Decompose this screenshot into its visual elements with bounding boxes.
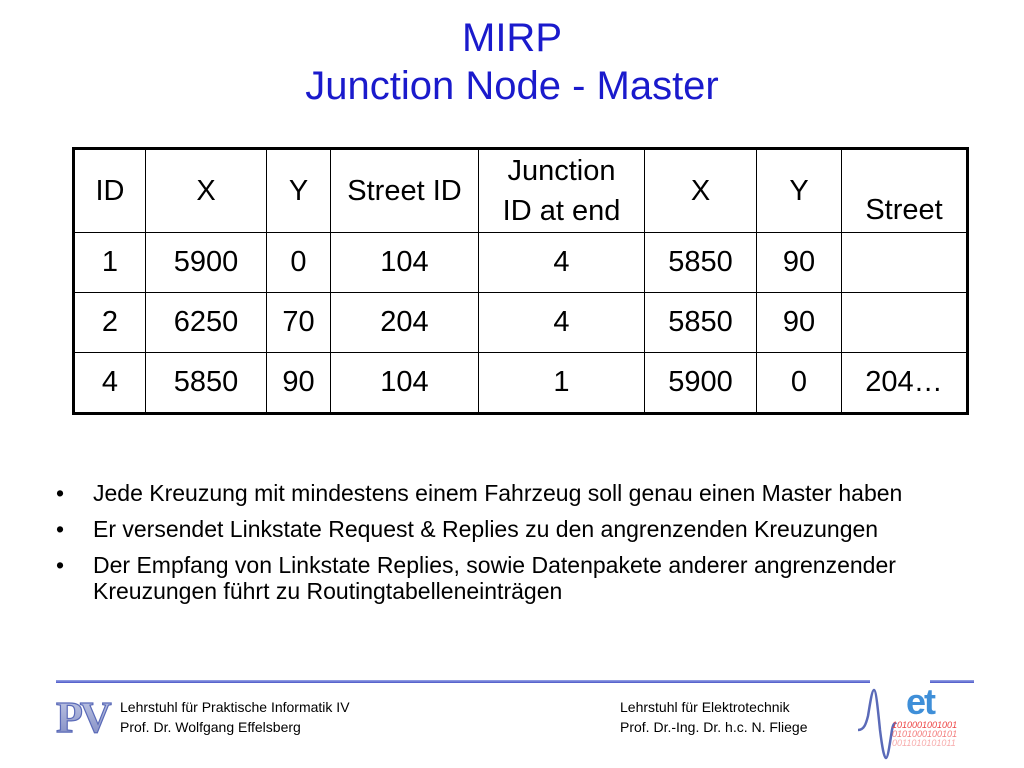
- cell-junction-id: 4: [479, 233, 645, 293]
- header-street: Street: [842, 149, 968, 233]
- header-y-end: Y: [757, 149, 842, 233]
- cell-x: 5850: [146, 353, 267, 414]
- cell-x: 6250: [146, 293, 267, 353]
- footer-left-text: [120, 697, 350, 737]
- footer-right-line-2: Prof. Dr.-Ing. Dr. h.c. N. Fliege: [620, 719, 808, 735]
- list-item: [56, 480, 956, 506]
- table-row: [74, 293, 968, 353]
- footer-left-line-2: Prof. Dr. Wolfgang Effelsberg: [120, 719, 301, 735]
- header-street-id: Street ID: [331, 149, 479, 233]
- cell-x-end: 5850: [645, 233, 757, 293]
- cell-y: 70: [267, 293, 331, 353]
- footer-right-line-1: Lehrstuhl für Elektrotechnik: [620, 699, 790, 715]
- header-y: Y: [267, 149, 331, 233]
- bullet-text: Jede Kreuzung mit mindestens einem Fahrzeug soll genau einen Master haben: [93, 480, 903, 506]
- title-line-2: Junction Node - Master: [305, 64, 719, 108]
- cell-y-end: 0: [757, 353, 842, 414]
- binary-line-3: 0011010101011: [892, 738, 956, 748]
- header-junction-line-2: ID at end: [502, 195, 621, 227]
- cell-y: 0: [267, 233, 331, 293]
- cell-street-id: 104: [331, 233, 479, 293]
- cell-id: 1: [74, 233, 146, 293]
- header-id: ID: [74, 149, 146, 233]
- slide-title: [0, 14, 1024, 110]
- pv-logo: [56, 694, 112, 736]
- cell-street: [842, 233, 968, 293]
- footer-left-line-1: Lehrstuhl für Praktische Informatik IV: [120, 699, 350, 715]
- cell-street-id: 204: [331, 293, 479, 353]
- header-junction-id-at-end: [479, 149, 645, 233]
- bullet-marker: •: [56, 552, 65, 578]
- bullet-marker: •: [56, 480, 65, 506]
- cell-y: 90: [267, 353, 331, 414]
- cell-id: 4: [74, 353, 146, 414]
- footer-right-text: [620, 697, 808, 737]
- title-line-1: MIRP: [462, 16, 562, 60]
- header-x-end: X: [645, 149, 757, 233]
- footer-divider-line: [56, 680, 870, 683]
- pv-logo-text: PV: [56, 694, 109, 736]
- cell-junction-id: 4: [479, 293, 645, 353]
- et-logo-text: et: [906, 681, 935, 722]
- binary-line-1: 1010001001001: [892, 720, 958, 730]
- table-row: [74, 233, 968, 293]
- binary-line-2: 0101000100101: [892, 729, 958, 739]
- cell-y-end: 90: [757, 233, 842, 293]
- et-logo: [856, 680, 976, 764]
- bullet-text: Er versendet Linkstate Request & Replies zu den angrenzenden Kreuzungen: [93, 516, 879, 542]
- cell-x: 5900: [146, 233, 267, 293]
- wave-icon: [858, 690, 896, 758]
- header-x: X: [146, 149, 267, 233]
- header-junction-line-1: Junction: [507, 155, 616, 187]
- cell-street: 204…: [842, 353, 968, 414]
- cell-x-end: 5850: [645, 293, 757, 353]
- table-header-row: [74, 149, 968, 233]
- list-item: [56, 552, 956, 604]
- cell-x-end: 5900: [645, 353, 757, 414]
- cell-street: [842, 293, 968, 353]
- cell-id: 2: [74, 293, 146, 353]
- list-item: [56, 516, 956, 542]
- bullet-list: [56, 480, 956, 614]
- bullet-marker: •: [56, 516, 65, 542]
- bullet-text: Der Empfang von Linkstate Replies, sowie Datenpakete anderer angrenzender Kreuzungen führt zu Routingtabelleneinträgen: [93, 552, 896, 604]
- cell-street-id: 104: [331, 353, 479, 414]
- cell-junction-id: 1: [479, 353, 645, 414]
- table-row: [74, 353, 968, 414]
- junction-table: [72, 147, 969, 415]
- cell-y-end: 90: [757, 293, 842, 353]
